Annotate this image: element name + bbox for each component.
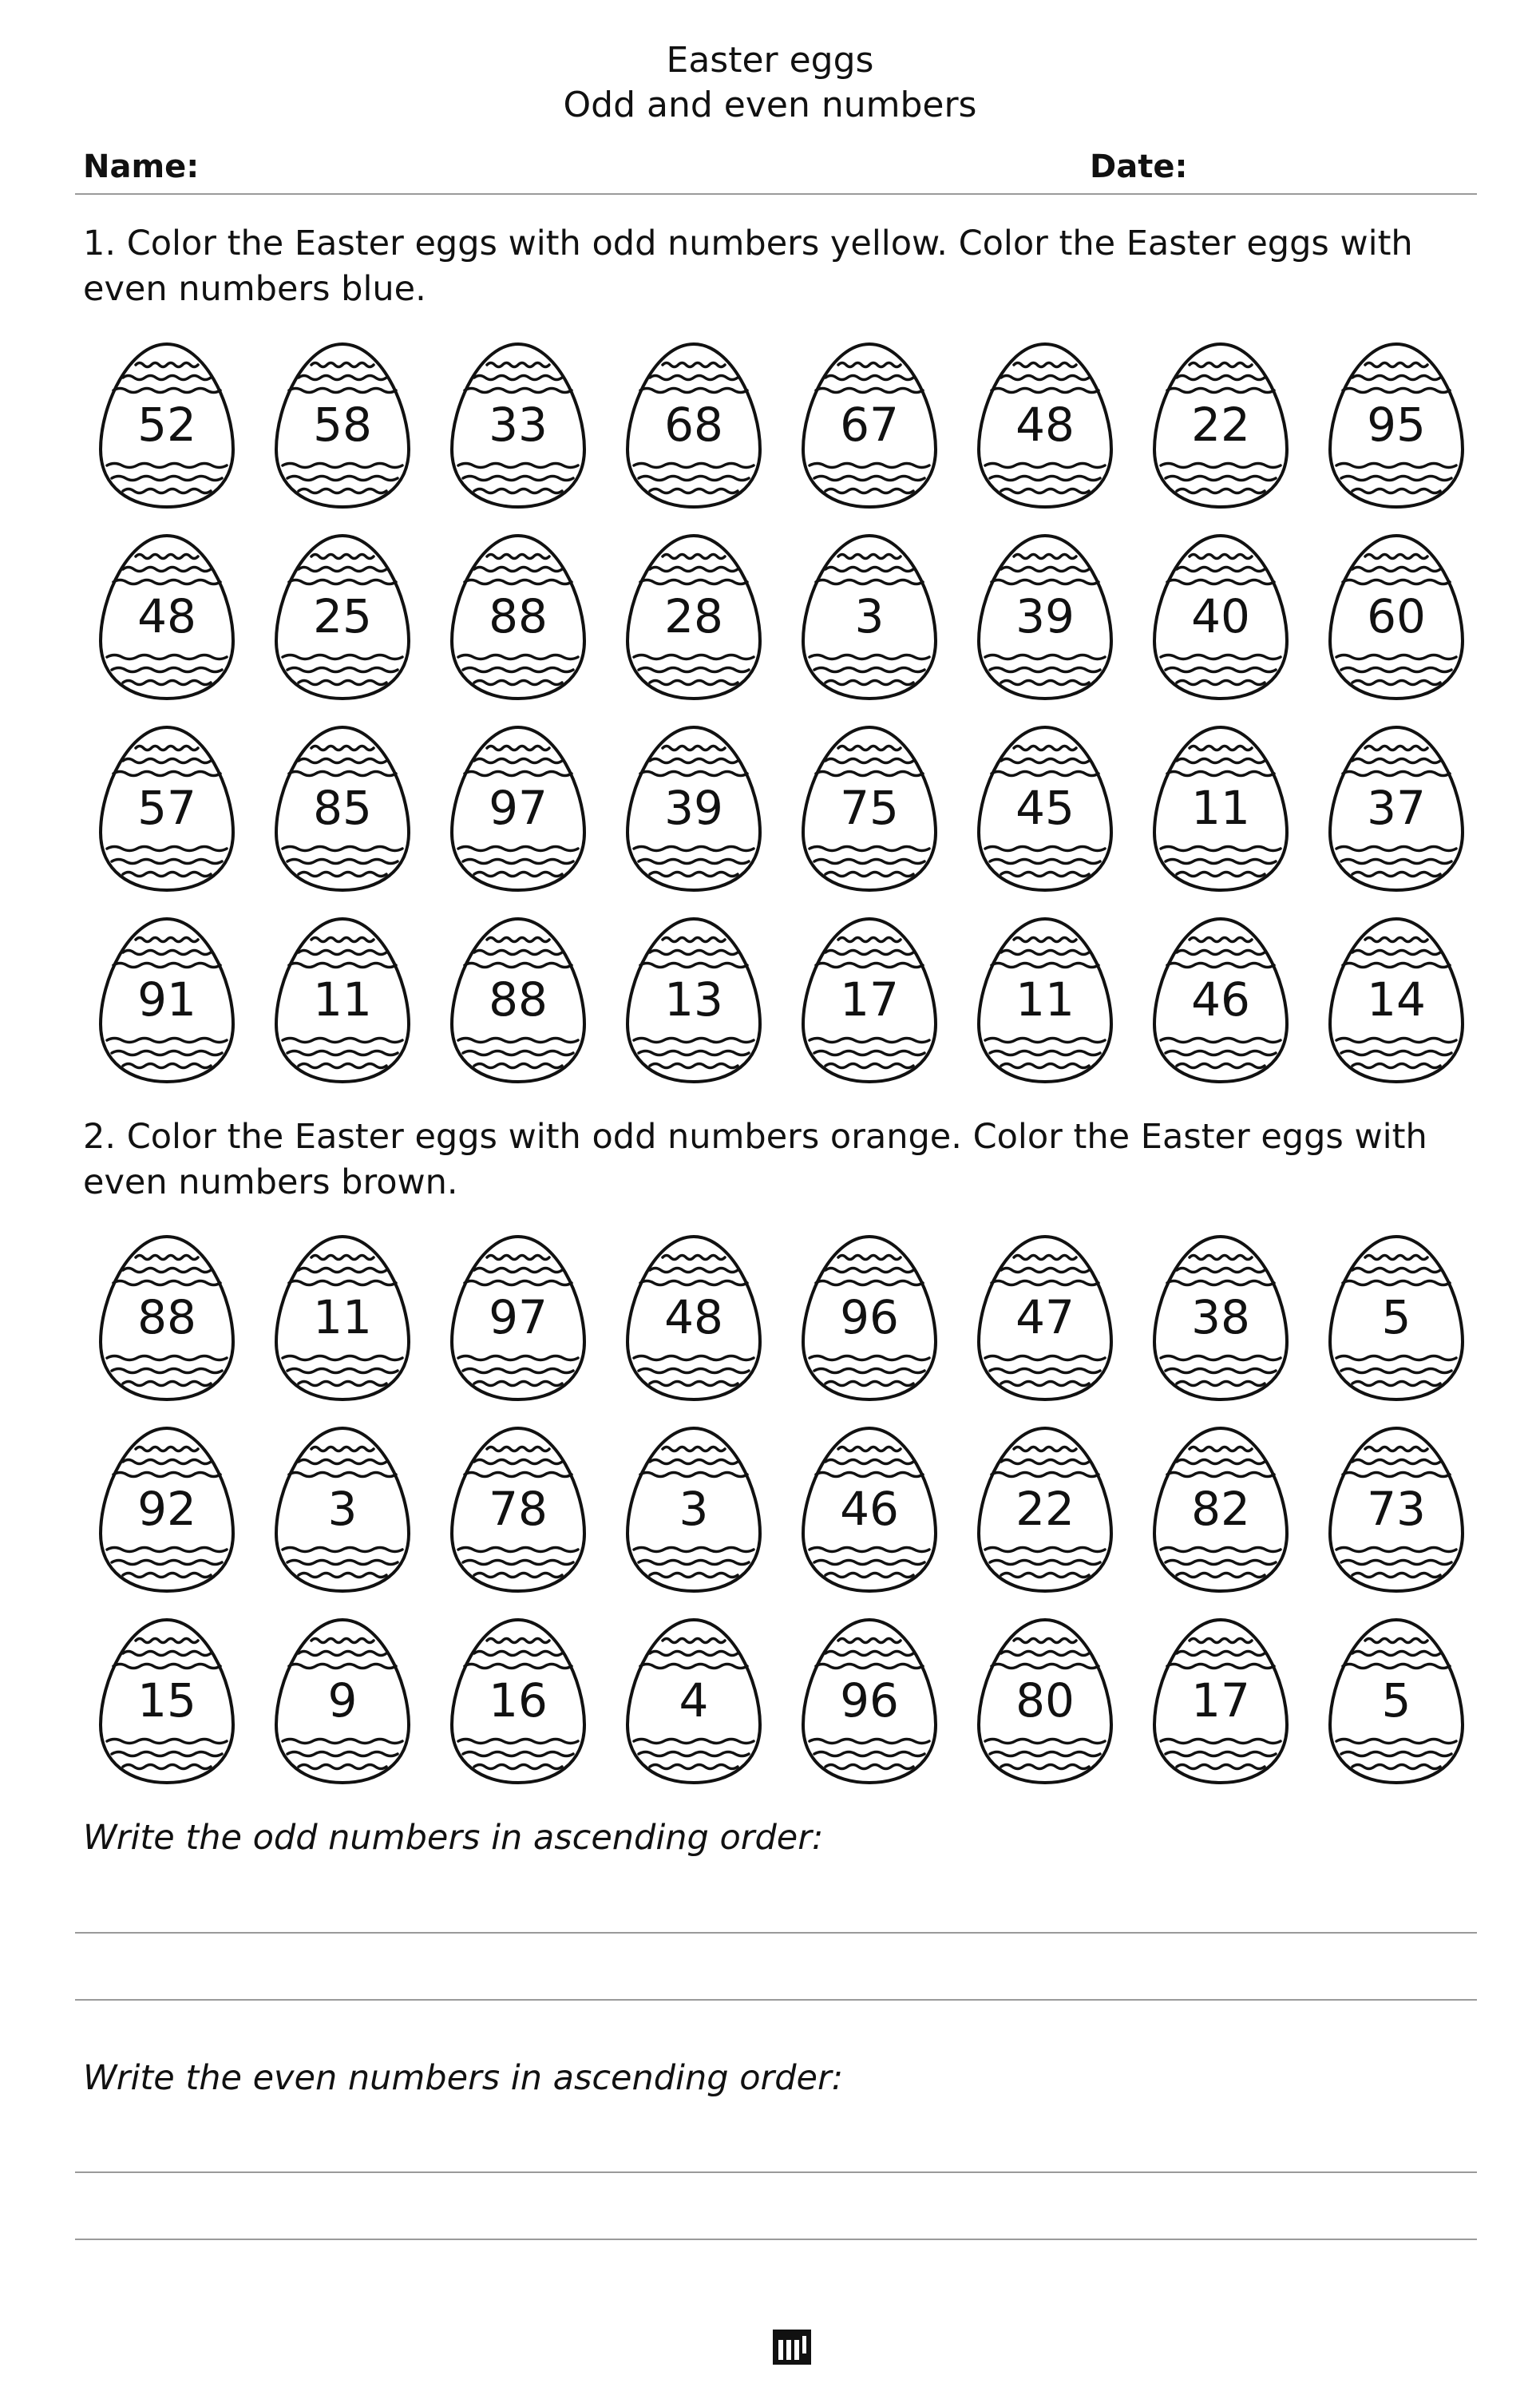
- egg-number: 11: [1015, 972, 1075, 1027]
- egg[interactable]: [447, 341, 589, 510]
- egg-number: 46: [1191, 972, 1250, 1027]
- egg[interactable]: [798, 916, 940, 1085]
- egg-number: 80: [1015, 1673, 1075, 1728]
- egg[interactable]: [623, 1425, 765, 1594]
- egg[interactable]: [1325, 341, 1467, 510]
- exercise-2-instruction: 2. Color the Easter eggs with odd numbers orange. Color the Easter eggs with even numbers brown.: [83, 1117, 1427, 1202]
- egg[interactable]: [798, 1233, 940, 1403]
- egg[interactable]: [623, 341, 765, 510]
- egg[interactable]: [271, 1233, 414, 1403]
- egg[interactable]: [798, 1617, 940, 1786]
- egg-number: 68: [664, 398, 723, 452]
- egg[interactable]: [1325, 532, 1467, 702]
- egg-number: 22: [1191, 398, 1250, 452]
- egg-number: 48: [1015, 398, 1075, 452]
- egg-number: 17: [1191, 1673, 1250, 1728]
- exercise-1-instruction: 1. Color the Easter eggs with odd numbers yellow. Color the Easter eggs with even numbers blue.: [83, 224, 1413, 309]
- egg[interactable]: [1325, 1617, 1467, 1786]
- even-numbers-prompt: Write the even numbers in ascending order:: [83, 2058, 844, 2098]
- egg[interactable]: [96, 532, 238, 702]
- brand-logo-icon: [773, 2330, 811, 2365]
- egg[interactable]: [798, 724, 940, 893]
- egg-number: 45: [1015, 781, 1075, 835]
- egg[interactable]: [798, 532, 940, 702]
- egg[interactable]: [96, 1617, 238, 1786]
- egg[interactable]: [1150, 916, 1292, 1085]
- egg-number: 39: [1015, 589, 1075, 643]
- egg-number: 96: [840, 1673, 899, 1728]
- egg-number: 25: [313, 589, 372, 643]
- egg-number: 58: [313, 398, 372, 452]
- egg-number: 91: [137, 972, 196, 1027]
- egg-number: 85: [313, 781, 372, 835]
- egg[interactable]: [1325, 724, 1467, 893]
- egg[interactable]: [271, 341, 414, 510]
- odd-answer-line-2[interactable]: [75, 1999, 1477, 2001]
- egg-number: 75: [840, 781, 899, 835]
- egg-number: 78: [489, 1482, 548, 1536]
- egg-number: 11: [1191, 781, 1250, 835]
- egg-number: 40: [1191, 589, 1250, 643]
- egg[interactable]: [96, 724, 238, 893]
- egg-number: 13: [664, 972, 723, 1027]
- egg-number: 14: [1367, 972, 1426, 1027]
- worksheet-subtitle: Odd and even numbers: [563, 85, 977, 125]
- egg[interactable]: [798, 341, 940, 510]
- egg-number: 57: [137, 781, 196, 835]
- egg-number: 88: [489, 589, 548, 643]
- egg-number: 97: [489, 1290, 548, 1344]
- egg-number: 9: [327, 1673, 358, 1728]
- egg[interactable]: [974, 341, 1116, 510]
- egg-number: 92: [137, 1482, 196, 1536]
- egg[interactable]: [623, 724, 765, 893]
- egg-number: 73: [1367, 1482, 1426, 1536]
- egg[interactable]: [96, 341, 238, 510]
- egg[interactable]: [447, 1233, 589, 1403]
- egg-number: 33: [489, 398, 548, 452]
- egg[interactable]: [974, 1233, 1116, 1403]
- egg-number: 4: [679, 1673, 709, 1728]
- egg[interactable]: [1325, 916, 1467, 1085]
- egg[interactable]: [623, 1233, 765, 1403]
- egg-number: 48: [664, 1290, 723, 1344]
- worksheet-title: Easter eggs: [666, 40, 874, 81]
- egg[interactable]: [271, 1425, 414, 1594]
- egg[interactable]: [974, 724, 1116, 893]
- egg-number: 88: [137, 1290, 196, 1344]
- egg-number: 37: [1367, 781, 1426, 835]
- egg[interactable]: [447, 532, 589, 702]
- egg[interactable]: [1150, 532, 1292, 702]
- egg[interactable]: [623, 532, 765, 702]
- egg[interactable]: [798, 1425, 940, 1594]
- egg[interactable]: [1150, 1617, 1292, 1786]
- egg[interactable]: [96, 916, 238, 1085]
- egg-number: 11: [313, 972, 372, 1027]
- egg[interactable]: [271, 724, 414, 893]
- egg[interactable]: [96, 1425, 238, 1594]
- egg-number: 3: [854, 589, 885, 643]
- egg[interactable]: [447, 916, 589, 1085]
- egg[interactable]: [1150, 1233, 1292, 1403]
- egg-number: 47: [1015, 1290, 1075, 1344]
- egg[interactable]: [1325, 1233, 1467, 1403]
- egg-number: 3: [679, 1482, 709, 1536]
- egg[interactable]: [96, 1233, 238, 1403]
- egg[interactable]: [271, 916, 414, 1085]
- egg-number: 11: [313, 1290, 372, 1344]
- egg-number: 60: [1367, 589, 1426, 643]
- egg[interactable]: [623, 1617, 765, 1786]
- egg[interactable]: [974, 532, 1116, 702]
- egg-number: 88: [489, 972, 548, 1027]
- egg-number: 3: [327, 1482, 358, 1536]
- egg[interactable]: [1325, 1425, 1467, 1594]
- egg-number: 22: [1015, 1482, 1075, 1536]
- odd-numbers-prompt: Write the odd numbers in ascending order:: [83, 1818, 824, 1858]
- egg[interactable]: [447, 1617, 589, 1786]
- egg[interactable]: [1150, 724, 1292, 893]
- even-answer-line-1[interactable]: [75, 2171, 1477, 2173]
- egg[interactable]: [623, 916, 765, 1085]
- egg[interactable]: [447, 724, 589, 893]
- egg-number: 15: [137, 1673, 196, 1728]
- egg[interactable]: [271, 1617, 414, 1786]
- egg-number: 28: [664, 589, 723, 643]
- odd-answer-line-1[interactable]: [75, 1932, 1477, 1934]
- egg[interactable]: [1150, 341, 1292, 510]
- egg-number: 17: [840, 972, 899, 1027]
- egg-number: 82: [1191, 1482, 1250, 1536]
- name-label: Name:: [83, 148, 200, 185]
- egg-number: 67: [840, 398, 899, 452]
- egg-number: 97: [489, 781, 548, 835]
- egg-number: 95: [1367, 398, 1426, 452]
- egg[interactable]: [1150, 1425, 1292, 1594]
- egg-number: 5: [1381, 1290, 1411, 1344]
- header-divider: [75, 193, 1477, 195]
- egg-number: 38: [1191, 1290, 1250, 1344]
- egg-number: 5: [1381, 1673, 1411, 1728]
- egg[interactable]: [974, 1617, 1116, 1786]
- egg-number: 52: [137, 398, 196, 452]
- egg-number: 48: [137, 589, 196, 643]
- egg-number: 46: [840, 1482, 899, 1536]
- egg[interactable]: [271, 532, 414, 702]
- even-answer-line-2[interactable]: [75, 2239, 1477, 2240]
- egg[interactable]: [974, 916, 1116, 1085]
- egg[interactable]: [974, 1425, 1116, 1594]
- egg-number: 16: [489, 1673, 548, 1728]
- date-label: Date:: [1090, 148, 1188, 185]
- egg[interactable]: [447, 1425, 589, 1594]
- egg-number: 39: [664, 781, 723, 835]
- egg-number: 96: [840, 1290, 899, 1344]
